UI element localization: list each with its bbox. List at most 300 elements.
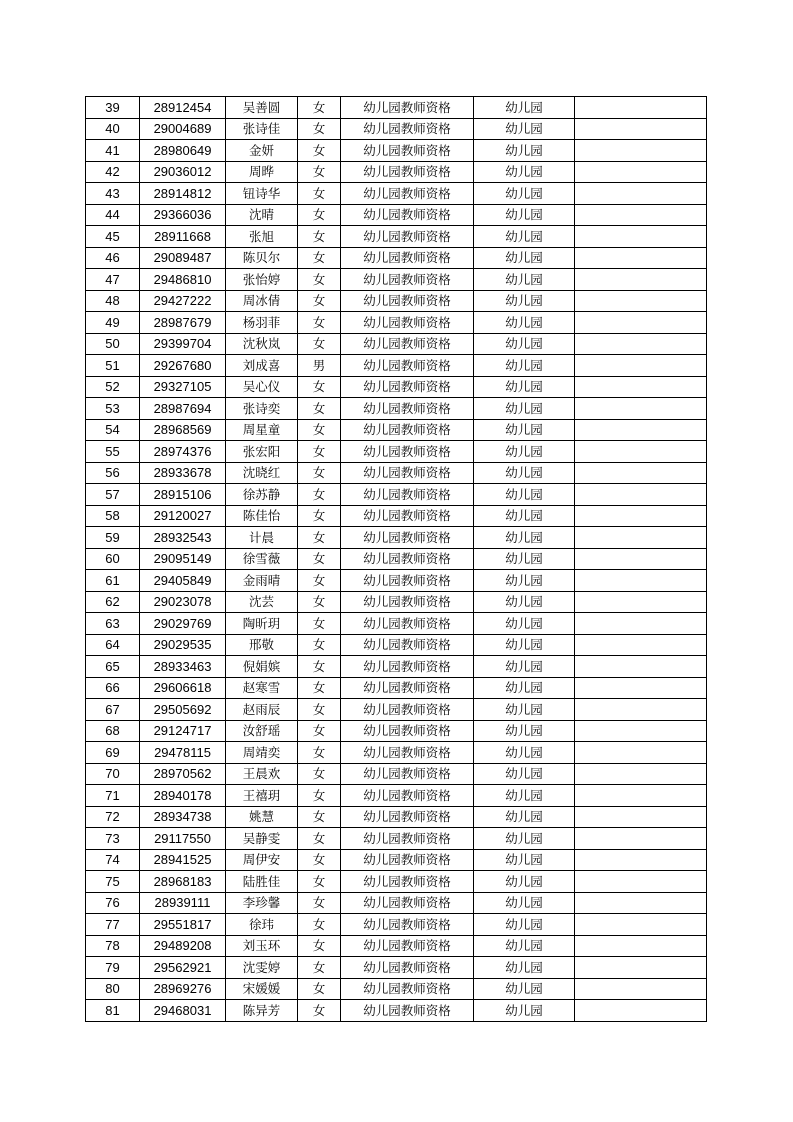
note-cell [575, 871, 707, 893]
qualification-cell: 幼儿园教师资格 [341, 570, 474, 592]
gender-cell: 女 [298, 613, 341, 635]
note-cell [575, 290, 707, 312]
qualification-cell: 幼儿园教师资格 [341, 118, 474, 140]
qualification-cell: 幼儿园教师资格 [341, 355, 474, 377]
candidate-id-cell: 28980649 [140, 140, 226, 162]
qualification-cell: 幼儿园教师资格 [341, 699, 474, 721]
candidate-id-cell: 29029769 [140, 613, 226, 635]
note-cell [575, 312, 707, 334]
row-number-cell: 77 [86, 914, 140, 936]
candidate-name-cell: 姚慧 [226, 806, 298, 828]
qualification-cell: 幼儿园教师资格 [341, 677, 474, 699]
row-number-cell: 57 [86, 484, 140, 506]
candidate-name-cell: 计晨 [226, 527, 298, 549]
note-cell [575, 914, 707, 936]
qualification-cell: 幼儿园教师资格 [341, 892, 474, 914]
qualification-cell: 幼儿园教师资格 [341, 183, 474, 205]
school-level-cell: 幼儿园 [474, 290, 575, 312]
candidate-id-cell: 29023078 [140, 591, 226, 613]
qualification-cell: 幼儿园教师资格 [341, 247, 474, 269]
qualification-cell: 幼儿园教师资格 [341, 785, 474, 807]
qualification-cell: 幼儿园教师资格 [341, 763, 474, 785]
row-number-cell: 70 [86, 763, 140, 785]
candidate-id-cell: 29478115 [140, 742, 226, 764]
qualification-cell: 幼儿园教师资格 [341, 290, 474, 312]
note-cell [575, 204, 707, 226]
school-level-cell: 幼儿园 [474, 161, 575, 183]
row-number-cell: 66 [86, 677, 140, 699]
table-row [86, 333, 707, 355]
candidate-name-cell: 王晨欢 [226, 763, 298, 785]
school-level-cell: 幼儿园 [474, 828, 575, 850]
table-row [86, 634, 707, 656]
qualification-cell: 幼儿园教师资格 [341, 871, 474, 893]
gender-cell: 女 [298, 892, 341, 914]
candidate-name-cell: 王禧玥 [226, 785, 298, 807]
row-number-cell: 72 [86, 806, 140, 828]
table-row [86, 849, 707, 871]
note-cell [575, 548, 707, 570]
candidate-id-cell: 28940178 [140, 785, 226, 807]
qualification-cell: 幼儿园教师资格 [341, 849, 474, 871]
row-number-cell: 74 [86, 849, 140, 871]
gender-cell: 女 [298, 441, 341, 463]
gender-cell: 女 [298, 978, 341, 1000]
row-number-cell: 65 [86, 656, 140, 678]
school-level-cell: 幼儿园 [474, 656, 575, 678]
gender-cell: 女 [298, 785, 341, 807]
school-level-cell: 幼儿园 [474, 849, 575, 871]
row-number-cell: 61 [86, 570, 140, 592]
table-row [86, 591, 707, 613]
candidate-name-cell: 周冰倩 [226, 290, 298, 312]
school-level-cell: 幼儿园 [474, 548, 575, 570]
school-level-cell: 幼儿园 [474, 785, 575, 807]
row-number-cell: 50 [86, 333, 140, 355]
table-row [86, 785, 707, 807]
school-level-cell: 幼儿园 [474, 914, 575, 936]
gender-cell: 女 [298, 161, 341, 183]
candidate-name-cell: 徐苏静 [226, 484, 298, 506]
gender-cell: 女 [298, 419, 341, 441]
gender-cell: 女 [298, 269, 341, 291]
qualification-cell: 幼儿园教师资格 [341, 505, 474, 527]
candidate-name-cell: 周星童 [226, 419, 298, 441]
school-level-cell: 幼儿园 [474, 720, 575, 742]
gender-cell: 女 [298, 806, 341, 828]
qualification-cell: 幼儿园教师资格 [341, 1000, 474, 1022]
school-level-cell: 幼儿园 [474, 355, 575, 377]
note-cell [575, 677, 707, 699]
qualification-cell: 幼儿园教师资格 [341, 441, 474, 463]
table-row [86, 656, 707, 678]
note-cell [575, 785, 707, 807]
candidate-name-cell: 沈芸 [226, 591, 298, 613]
candidate-id-cell: 29327105 [140, 376, 226, 398]
row-number-cell: 80 [86, 978, 140, 1000]
note-cell [575, 527, 707, 549]
table-row [86, 613, 707, 635]
note-cell [575, 484, 707, 506]
note-cell [575, 398, 707, 420]
candidate-id-cell: 29095149 [140, 548, 226, 570]
candidate-name-cell: 陈贝尔 [226, 247, 298, 269]
candidate-id-cell: 28911668 [140, 226, 226, 248]
candidate-name-cell: 张诗佳 [226, 118, 298, 140]
note-cell [575, 505, 707, 527]
gender-cell: 女 [298, 828, 341, 850]
gender-cell: 女 [298, 333, 341, 355]
qualification-cell: 幼儿园教师资格 [341, 634, 474, 656]
table-row [86, 355, 707, 377]
school-level-cell: 幼儿园 [474, 118, 575, 140]
candidate-name-cell: 邢敬 [226, 634, 298, 656]
gender-cell: 女 [298, 97, 341, 119]
qualification-cell: 幼儿园教师资格 [341, 527, 474, 549]
gender-cell: 女 [298, 204, 341, 226]
candidate-id-cell: 29267680 [140, 355, 226, 377]
gender-cell: 女 [298, 914, 341, 936]
candidate-id-cell: 29486810 [140, 269, 226, 291]
table-row [86, 269, 707, 291]
qualification-cell: 幼儿园教师资格 [341, 312, 474, 334]
candidate-id-cell: 28933463 [140, 656, 226, 678]
gender-cell: 女 [298, 247, 341, 269]
table-row [86, 548, 707, 570]
table-row [86, 828, 707, 850]
gender-cell: 女 [298, 527, 341, 549]
candidate-id-cell: 28933678 [140, 462, 226, 484]
table-row [86, 935, 707, 957]
school-level-cell: 幼儿园 [474, 333, 575, 355]
school-level-cell: 幼儿园 [474, 570, 575, 592]
candidate-id-cell: 28941525 [140, 849, 226, 871]
candidate-id-cell: 29399704 [140, 333, 226, 355]
qualification-cell: 幼儿园教师资格 [341, 140, 474, 162]
school-level-cell: 幼儿园 [474, 97, 575, 119]
qualification-cell: 幼儿园教师资格 [341, 720, 474, 742]
school-level-cell: 幼儿园 [474, 247, 575, 269]
candidate-id-cell: 29489208 [140, 935, 226, 957]
candidate-id-cell: 29562921 [140, 957, 226, 979]
candidate-name-cell: 陈异芳 [226, 1000, 298, 1022]
row-number-cell: 48 [86, 290, 140, 312]
table-row [86, 484, 707, 506]
roster-table [85, 96, 707, 1022]
table-row [86, 398, 707, 420]
note-cell [575, 462, 707, 484]
candidate-name-cell: 钮诗华 [226, 183, 298, 205]
qualification-cell: 幼儿园教师资格 [341, 548, 474, 570]
qualification-cell: 幼儿园教师资格 [341, 376, 474, 398]
candidate-id-cell: 28915106 [140, 484, 226, 506]
row-number-cell: 79 [86, 957, 140, 979]
candidate-name-cell: 吴静雯 [226, 828, 298, 850]
school-level-cell: 幼儿园 [474, 441, 575, 463]
school-level-cell: 幼儿园 [474, 376, 575, 398]
table-row [86, 312, 707, 334]
candidate-name-cell: 汝舒瑶 [226, 720, 298, 742]
row-number-cell: 52 [86, 376, 140, 398]
candidate-name-cell: 陈佳怡 [226, 505, 298, 527]
qualification-cell: 幼儿园教师资格 [341, 419, 474, 441]
qualification-cell: 幼儿园教师资格 [341, 935, 474, 957]
table-row [86, 140, 707, 162]
gender-cell: 女 [298, 957, 341, 979]
gender-cell: 女 [298, 290, 341, 312]
note-cell [575, 118, 707, 140]
candidate-id-cell: 28934738 [140, 806, 226, 828]
note-cell [575, 634, 707, 656]
gender-cell: 女 [298, 118, 341, 140]
qualification-cell: 幼儿园教师资格 [341, 97, 474, 119]
school-level-cell: 幼儿园 [474, 183, 575, 205]
candidate-id-cell: 29117550 [140, 828, 226, 850]
note-cell [575, 247, 707, 269]
table-row [86, 118, 707, 140]
qualification-cell: 幼儿园教师资格 [341, 398, 474, 420]
note-cell [575, 376, 707, 398]
note-cell [575, 742, 707, 764]
candidate-id-cell: 28968569 [140, 419, 226, 441]
gender-cell: 女 [298, 935, 341, 957]
qualification-cell: 幼儿园教师资格 [341, 806, 474, 828]
candidate-id-cell: 29551817 [140, 914, 226, 936]
candidate-name-cell: 张诗奕 [226, 398, 298, 420]
qualification-cell: 幼儿园教师资格 [341, 914, 474, 936]
note-cell [575, 269, 707, 291]
row-number-cell: 45 [86, 226, 140, 248]
table-row [86, 97, 707, 119]
candidate-id-cell: 28914812 [140, 183, 226, 205]
gender-cell: 女 [298, 871, 341, 893]
note-cell [575, 570, 707, 592]
row-number-cell: 75 [86, 871, 140, 893]
candidate-name-cell: 周靖奕 [226, 742, 298, 764]
note-cell [575, 892, 707, 914]
table-row [86, 720, 707, 742]
candidate-name-cell: 杨羽菲 [226, 312, 298, 334]
table-row [86, 763, 707, 785]
candidate-name-cell: 刘玉环 [226, 935, 298, 957]
qualification-cell: 幼儿园教师资格 [341, 978, 474, 1000]
school-level-cell: 幼儿园 [474, 312, 575, 334]
table-row [86, 871, 707, 893]
candidate-id-cell: 28987679 [140, 312, 226, 334]
candidate-id-cell: 28939111 [140, 892, 226, 914]
school-level-cell: 幼儿园 [474, 763, 575, 785]
school-level-cell: 幼儿园 [474, 226, 575, 248]
candidate-id-cell: 29606618 [140, 677, 226, 699]
gender-cell: 女 [298, 312, 341, 334]
row-number-cell: 54 [86, 419, 140, 441]
table-row [86, 462, 707, 484]
row-number-cell: 71 [86, 785, 140, 807]
candidate-name-cell: 沈晓红 [226, 462, 298, 484]
candidate-id-cell: 28969276 [140, 978, 226, 1000]
qualification-cell: 幼儿园教师资格 [341, 204, 474, 226]
row-number-cell: 76 [86, 892, 140, 914]
gender-cell: 女 [298, 591, 341, 613]
note-cell [575, 699, 707, 721]
table-row [86, 699, 707, 721]
note-cell [575, 226, 707, 248]
school-level-cell: 幼儿园 [474, 591, 575, 613]
candidate-id-cell: 29366036 [140, 204, 226, 226]
table-row [86, 527, 707, 549]
school-level-cell: 幼儿园 [474, 484, 575, 506]
candidate-id-cell: 28968183 [140, 871, 226, 893]
table-row [86, 290, 707, 312]
school-level-cell: 幼儿园 [474, 699, 575, 721]
table-row [86, 742, 707, 764]
roster-table-body [86, 97, 707, 1022]
candidate-name-cell: 徐玮 [226, 914, 298, 936]
row-number-cell: 67 [86, 699, 140, 721]
table-row [86, 892, 707, 914]
note-cell [575, 419, 707, 441]
candidate-name-cell: 陶昕玥 [226, 613, 298, 635]
candidate-name-cell: 刘成喜 [226, 355, 298, 377]
row-number-cell: 73 [86, 828, 140, 850]
row-number-cell: 55 [86, 441, 140, 463]
gender-cell: 女 [298, 570, 341, 592]
table-row [86, 957, 707, 979]
candidate-id-cell: 29468031 [140, 1000, 226, 1022]
candidate-name-cell: 徐雪薇 [226, 548, 298, 570]
row-number-cell: 69 [86, 742, 140, 764]
qualification-cell: 幼儿园教师资格 [341, 484, 474, 506]
note-cell [575, 849, 707, 871]
note-cell [575, 140, 707, 162]
candidate-name-cell: 张旭 [226, 226, 298, 248]
table-row [86, 161, 707, 183]
row-number-cell: 81 [86, 1000, 140, 1022]
row-number-cell: 59 [86, 527, 140, 549]
candidate-id-cell: 29405849 [140, 570, 226, 592]
school-level-cell: 幼儿园 [474, 527, 575, 549]
table-row [86, 183, 707, 205]
table-row [86, 247, 707, 269]
school-level-cell: 幼儿园 [474, 269, 575, 291]
gender-cell: 女 [298, 376, 341, 398]
candidate-id-cell: 28974376 [140, 441, 226, 463]
row-number-cell: 68 [86, 720, 140, 742]
row-number-cell: 43 [86, 183, 140, 205]
candidate-id-cell: 28970562 [140, 763, 226, 785]
note-cell [575, 957, 707, 979]
school-level-cell: 幼儿园 [474, 871, 575, 893]
candidate-id-cell: 29120027 [140, 505, 226, 527]
note-cell [575, 978, 707, 1000]
candidate-name-cell: 张宏阳 [226, 441, 298, 463]
note-cell [575, 935, 707, 957]
candidate-name-cell: 吴善圆 [226, 97, 298, 119]
row-number-cell: 64 [86, 634, 140, 656]
school-level-cell: 幼儿园 [474, 398, 575, 420]
candidate-name-cell: 沈雯婷 [226, 957, 298, 979]
note-cell [575, 161, 707, 183]
row-number-cell: 53 [86, 398, 140, 420]
gender-cell: 女 [298, 634, 341, 656]
candidate-name-cell: 陆胜佳 [226, 871, 298, 893]
candidate-name-cell: 金雨晴 [226, 570, 298, 592]
gender-cell: 女 [298, 140, 341, 162]
gender-cell: 女 [298, 484, 341, 506]
row-number-cell: 60 [86, 548, 140, 570]
school-level-cell: 幼儿园 [474, 204, 575, 226]
note-cell [575, 656, 707, 678]
note-cell [575, 591, 707, 613]
candidate-name-cell: 宋媛媛 [226, 978, 298, 1000]
qualification-cell: 幼儿园教师资格 [341, 269, 474, 291]
gender-cell: 女 [298, 462, 341, 484]
row-number-cell: 51 [86, 355, 140, 377]
gender-cell: 女 [298, 677, 341, 699]
candidate-name-cell: 金妍 [226, 140, 298, 162]
gender-cell: 女 [298, 656, 341, 678]
school-level-cell: 幼儿园 [474, 677, 575, 699]
note-cell [575, 333, 707, 355]
candidate-name-cell: 赵雨辰 [226, 699, 298, 721]
school-level-cell: 幼儿园 [474, 742, 575, 764]
candidate-name-cell: 倪娟嫔 [226, 656, 298, 678]
gender-cell: 女 [298, 548, 341, 570]
school-level-cell: 幼儿园 [474, 957, 575, 979]
row-number-cell: 63 [86, 613, 140, 635]
qualification-cell: 幼儿园教师资格 [341, 591, 474, 613]
qualification-cell: 幼儿园教师资格 [341, 656, 474, 678]
school-level-cell: 幼儿园 [474, 978, 575, 1000]
candidate-id-cell: 29004689 [140, 118, 226, 140]
school-level-cell: 幼儿园 [474, 806, 575, 828]
row-number-cell: 40 [86, 118, 140, 140]
note-cell [575, 355, 707, 377]
gender-cell: 女 [298, 1000, 341, 1022]
candidate-id-cell: 29124717 [140, 720, 226, 742]
note-cell [575, 441, 707, 463]
qualification-cell: 幼儿园教师资格 [341, 828, 474, 850]
qualification-cell: 幼儿园教师资格 [341, 957, 474, 979]
gender-cell: 女 [298, 720, 341, 742]
table-row [86, 677, 707, 699]
note-cell [575, 828, 707, 850]
row-number-cell: 46 [86, 247, 140, 269]
school-level-cell: 幼儿园 [474, 935, 575, 957]
row-number-cell: 62 [86, 591, 140, 613]
gender-cell: 女 [298, 849, 341, 871]
gender-cell: 女 [298, 226, 341, 248]
table-row [86, 1000, 707, 1022]
row-number-cell: 42 [86, 161, 140, 183]
table-row [86, 505, 707, 527]
school-level-cell: 幼儿园 [474, 634, 575, 656]
table-row [86, 914, 707, 936]
candidate-id-cell: 28932543 [140, 527, 226, 549]
note-cell [575, 806, 707, 828]
candidate-name-cell: 沈晴 [226, 204, 298, 226]
row-number-cell: 58 [86, 505, 140, 527]
table-row [86, 419, 707, 441]
gender-cell: 女 [298, 763, 341, 785]
candidate-id-cell: 29505692 [140, 699, 226, 721]
qualification-cell: 幼儿园教师资格 [341, 613, 474, 635]
qualification-cell: 幼儿园教师资格 [341, 462, 474, 484]
candidate-id-cell: 29036012 [140, 161, 226, 183]
table-row [86, 376, 707, 398]
row-number-cell: 41 [86, 140, 140, 162]
qualification-cell: 幼儿园教师资格 [341, 161, 474, 183]
